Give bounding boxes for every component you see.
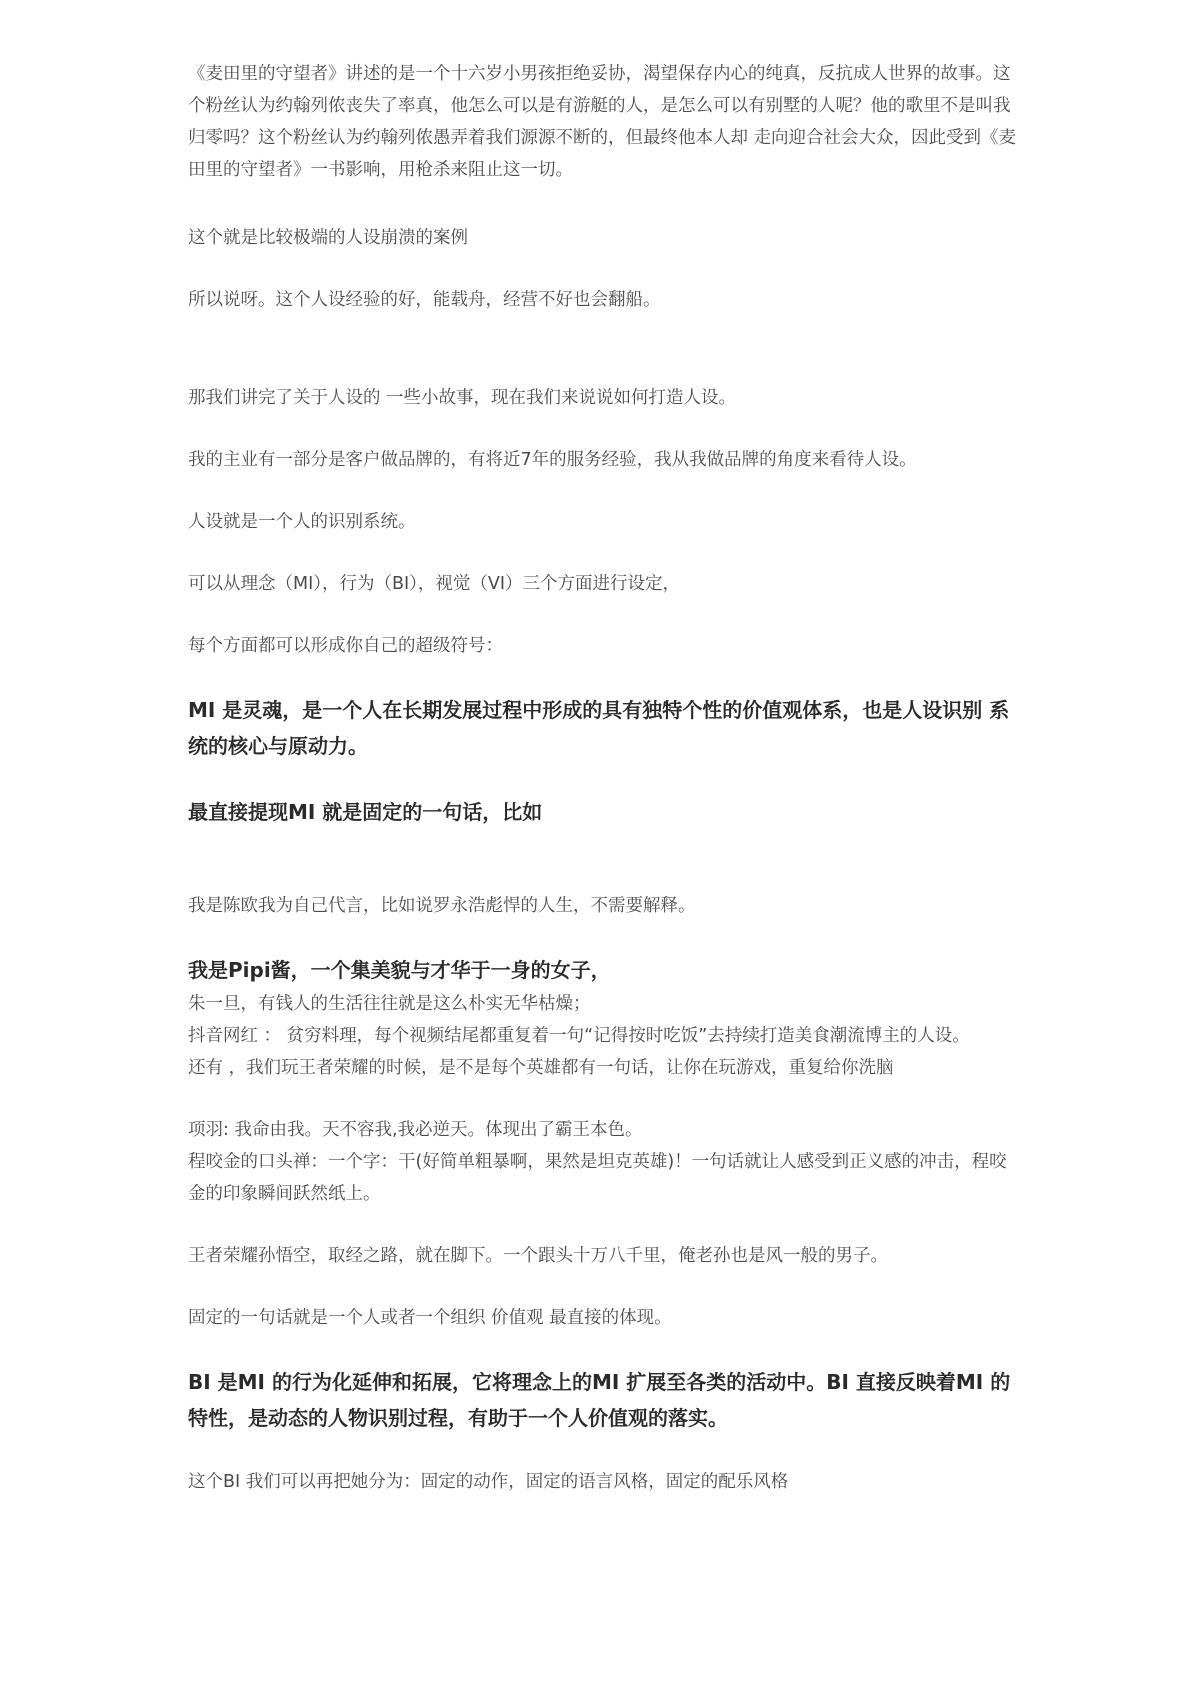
paragraph-zhu-yidan: 朱一旦，有钱人的生活往往就是这么朴实无华枯燥； [188, 994, 591, 1014]
paragraph-bi-split: 这个BI 我们可以再把她分为：固定的动作，固定的语言风格，固定的配乐风格 [188, 1472, 789, 1492]
paragraph-mi-definition: MI 是灵魂，是一个人在长期发展过程中形成的具有独特个性的价值观体系，也是人设识别 系统的核心与原动力。 [188, 698, 1010, 758]
paragraph-so-say: 所以说呀。这个人设经验的好，能载舟，经营不好也会翻船。 [188, 290, 661, 310]
paragraph-brand-experience: 我的主业有一部分是客户做品牌的，有将近7年的服务经验，我从我做品牌的角度来看待人设。 [188, 450, 917, 470]
paragraph-sun-wukong: 王者荣耀孙悟空，取经之路，就在脚下。一个跟头十万八千里，俺老孙也是风一般的男子。 [188, 1246, 888, 1266]
paragraph-extreme-case: 这个就是比较极端的人设崩溃的案例 [188, 228, 468, 248]
paragraph-bi-definition: BI 是MI 的行为化延伸和拓展，它将理念上的MI 扩展至各类的活动中。BI 直接反映着MI 的特性，是动态的人物识别过程，有助于一个人价值观的落实。 [188, 1370, 1011, 1430]
paragraph-fixed-sentence: 固定的一句话就是一个人或者一个组织 价值观 最直接的体现。 [188, 1308, 672, 1328]
paragraph-catcher-in-the-rye: 《麦田里的守望者》讲述的是一个十六岁小男孩拒绝妥协，渴望保存内心的纯真，反抗成人世界的故事。这个粉丝认为约翰列侬丧失了率真，他怎么可以是有游艇的人，是怎么可以有别墅的人呢？他的歌里不是叫我归零吗？这个粉丝认为约翰列侬愚弄着我们源源不断的，但最终他本人却 走向迎合社会大众，因此受到《麦田里的守望者》一书影响，用枪杀来阻止这一切。 [188, 64, 1017, 180]
paragraph-chen-ou: 我是陈欧我为自己代言，比如说罗永浩彪悍的人生，不需要解释。 [188, 896, 696, 916]
paragraph-how-to-build: 那我们讲完了关于人设的 一些小故事，现在我们来说说如何打造人设。 [188, 388, 737, 408]
paragraph-xiang-yu: 项羽: 我命由我。天不容我,我必逆天。体现出了霸王本色。 [188, 1120, 643, 1140]
paragraph-mi-sentence: 最直接提现MI 就是固定的一句话，比如 [188, 800, 543, 824]
document-body [188, 58, 1018, 1498]
paragraph-cheng-yaojin: 程咬金的口头禅：一个字：干(好简单粗暴啊，果然是坦克英雄)！一句话就让人感受到正义感的冲击，程咬金的印象瞬间跃然纸上。 [188, 1152, 1007, 1204]
paragraph-pipi: 我是Pipi酱，一个集美貌与才华于一身的女子， [188, 958, 611, 982]
paragraph-douyin: 抖音网红 ： 贫穷料理，每个视频结尾都重复着一句“记得按时吃饭”去持续打造美食潮流博主的人设。 [188, 1026, 970, 1046]
paragraph-super-symbol: 每个方面都可以形成你自己的超级符号： [188, 636, 503, 656]
paragraph-identity-system: 人设就是一个人的识别系统。 [188, 512, 416, 532]
paragraph-honor-of-kings: 还有 ，我们玩王者荣耀的时候，是不是每个英雄都有一句话，让你在玩游戏，重复给你洗脑 [188, 1058, 894, 1078]
paragraph-three-aspects: 可以从理念（MI），行为（BI），视觉（VI）三个方面进行设定， [188, 574, 681, 594]
